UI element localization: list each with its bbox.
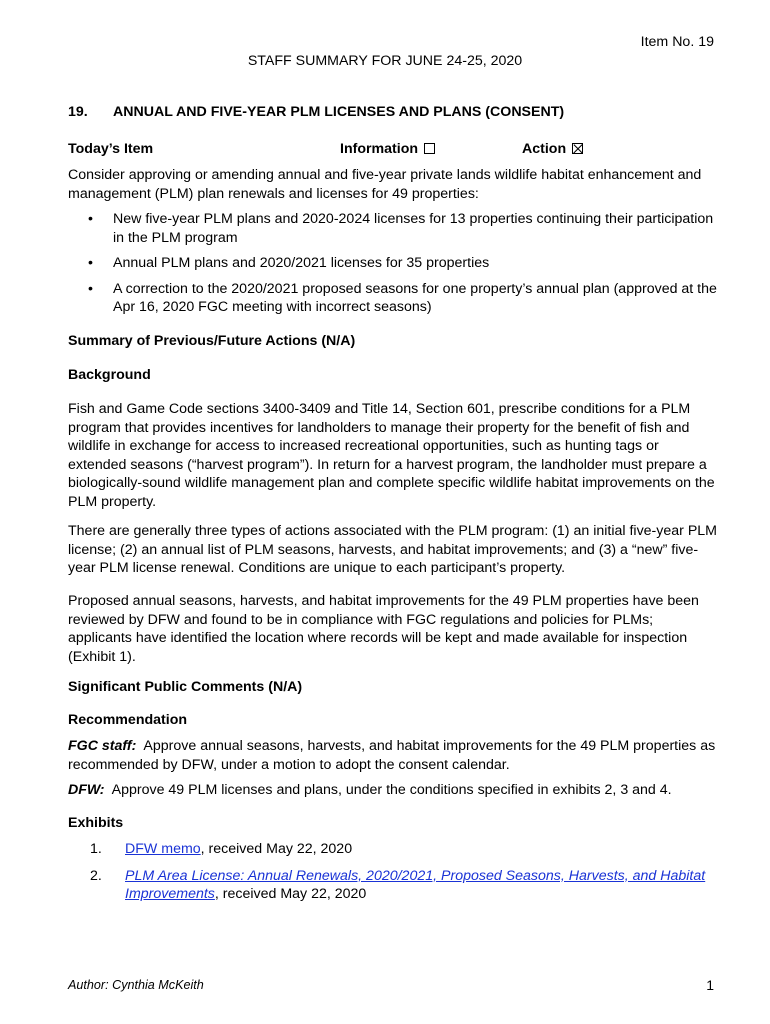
information-field (340, 141, 435, 157)
background-paragraph-2: There are generally three types of actions associated with the PLM program: (1) an initial five-year PLM license; (2) an annual list of PLM seasons, harvests, and habitat improvements; and (3) a “new” five-year PLM license renewal. Conditions are unique to each participant’s property. (68, 523, 717, 576)
list-item: • Annual PLM plans and 2020/2021 licenses for 35 properties (88, 255, 490, 271)
item-number: Item No. 19 (640, 34, 714, 50)
fgc-staff-recommendation (68, 737, 720, 774)
exhibits-list (68, 840, 720, 904)
exhibit-item: 1. DFW memo, received May 22, 2020 (90, 841, 353, 857)
footer-author: Author: Cynthia McKeith (68, 978, 204, 992)
exhibit-number: 1. (90, 841, 102, 857)
exhibit-link-dfw-memo[interactable]: DFW memo (125, 841, 201, 857)
recommendation-heading: Recommendation (68, 712, 188, 728)
dfw-label: DFW: (68, 782, 105, 798)
dfw-recommendation (68, 781, 720, 800)
page-number: 1 (706, 977, 714, 993)
action-field (522, 141, 583, 157)
todays-item-label: Today’s Item (68, 141, 154, 157)
bullet-list (68, 210, 720, 317)
information-label: Information (340, 141, 419, 157)
exhibit-item: 2. PLM Area License: Annual Renewals, 2020/2021, Proposed Seasons, Harvests, and Habitat Improvements, received May 22, 2020 (90, 867, 706, 902)
background-paragraph-1: Fish and Game Code sections 3400-3409 and Title 14, Section 601, prescribe conditions for a PLM program that provides incentives for landholders to manage their property for the benefit of fish and wildlife in exchange for access to increased recreational opportunities, such as hunting tags or extended seasons (“harvest program”). In return for a harvest program, the landholder must prepare a biologically-sound wildlife management plan and complete specific wildlife habitat improvements on the PLM property. (68, 401, 715, 510)
action-checkbox-icon (572, 143, 583, 154)
summary-title: STAFF SUMMARY FOR JUNE 24-25, 2020 (247, 53, 523, 69)
intro-paragraph: Consider approving or amending annual and five-year private lands wildlife habitat enhancement and management (PLM) plan renewals and licenses for 49 properties: (68, 167, 702, 202)
exhibit-link-plm-area-license[interactable]: PLM Area License: Annual Renewals, 2020/2021, Proposed Seasons, Harvests, and Habitat Improvements (125, 867, 706, 902)
summary-prev-heading: Summary of Previous/Future Actions (N/A) (68, 333, 356, 349)
background-heading: Background (68, 367, 151, 383)
public-comments-heading: Significant Public Comments (N/A) (68, 679, 303, 695)
section-number: 19. (68, 104, 88, 120)
bullet-icon: • (88, 280, 93, 297)
dfw-text: Approve 49 PLM licenses and plans, under the conditions specified in exhibits 2, 3 and 4. (111, 782, 672, 798)
list-item: • New five-year PLM plans and 2020-2024 licenses for 13 properties continuing their participation in the PLM program (88, 211, 714, 246)
fgc-staff-text: Approve annual seasons, harvests, and habitat improvements for the 49 PLM properties as recommended by DFW, under a motion to adopt the consent calendar. (68, 738, 716, 773)
bullet-icon: • (88, 211, 93, 227)
fgc-staff-label: FGC staff: (68, 738, 137, 754)
exhibit-number: 2. (90, 867, 102, 884)
bullet-icon: • (88, 255, 93, 271)
list-item: • A correction to the 2020/2021 proposed seasons for one property’s annual plan (approved at the Apr 16, 2020 FGC meeting with incorrect seasons) (88, 280, 717, 315)
action-label: Action (522, 141, 567, 157)
section-title: ANNUAL AND FIVE-YEAR PLM LICENSES AND PLANS (CONSENT) (113, 104, 565, 120)
background-paragraph-3: Proposed annual seasons, harvests, and habitat improvements for the 49 PLM properties have been reviewed by DFW and found to be in compliance with FGC regulations and policies for PLMs; applicants have identified the location where records will be kept and made available for inspection (Exhibit 1). (68, 593, 699, 665)
information-checkbox-icon (424, 143, 435, 154)
exhibits-heading: Exhibits (68, 815, 124, 831)
